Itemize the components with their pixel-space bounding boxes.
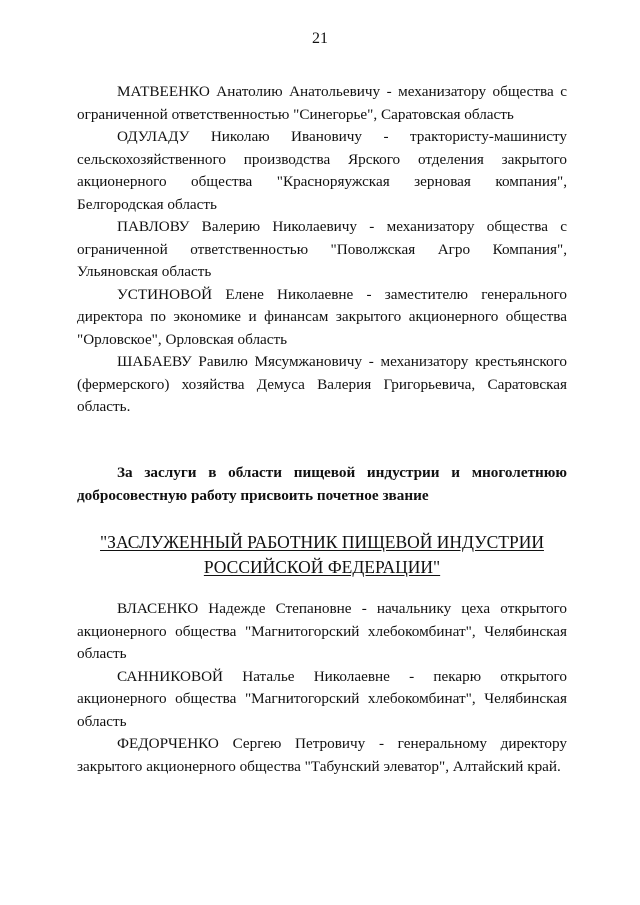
page-number: 21 xyxy=(312,30,328,47)
awardee-entry: ВЛАСЕНКО Надежде Степановне - начальнику цеха открытого акционерного общества "Магнитогорский хлебокомбинат", Челябинская область xyxy=(77,600,567,662)
award-title-line2: РОССИЙСКОЙ ФЕДЕРАЦИИ" xyxy=(203,557,441,577)
awardee-entry: ФЕДОРЧЕНКО Сергею Петровичу - генеральному директору закрытого акционерного общества "Табунский элеватор", Алтайский край. xyxy=(77,735,567,775)
award-intro: За заслуги в области пищевой индустрии и многолетнюю добросовестную работу присвоить почетное звание xyxy=(77,464,567,504)
awardee-entry: ШАБАЕВУ Равилю Мясумжановичу - механизатору крестьянского (фермерского) хозяйства Демуса Валерия Григорьевича, Саратовская область. xyxy=(77,353,567,415)
award-title-line1: "ЗАСЛУЖЕННЫЙ РАБОТНИК ПИЩЕВОЙ ИНДУСТРИИ xyxy=(100,532,544,552)
award-intro-block xyxy=(77,462,567,507)
awardees-list-food-industry xyxy=(77,598,567,778)
awardee-entry: МАТВЕЕНКО Анатолию Анатольевичу - механизатору общества с ограниченной ответственностью "Синегорье", Саратовская область xyxy=(77,83,567,123)
awardee-entry: УСТИНОВОЙ Елене Николаевне - заместителю генерального директора по экономике и финансам закрытого акционерного общества "Орловское", Орловская область xyxy=(77,285,567,348)
awardee-entry: ОДУЛАДУ Николаю Ивановичу - трактористу-машинисту сельскохозяйственного производства Ярского отделения закрытого акционерного общества "Красноряужская зерновая компания", Белгородская область xyxy=(77,128,567,213)
awardee-entry: САННИКОВОЙ Наталье Николаевне - пекарю открытого акционерного общества "Магнитогорский хлебокомбинат", Челябинская область xyxy=(77,667,567,730)
award-title xyxy=(77,530,567,580)
awardees-list-agriculture xyxy=(77,81,567,419)
awardee-entry: ПАВЛОВУ Валерию Николаевичу - механизатору общества с ограниченной ответственностью "Поволжская Агро Компания", Ульяновская область xyxy=(77,218,567,280)
